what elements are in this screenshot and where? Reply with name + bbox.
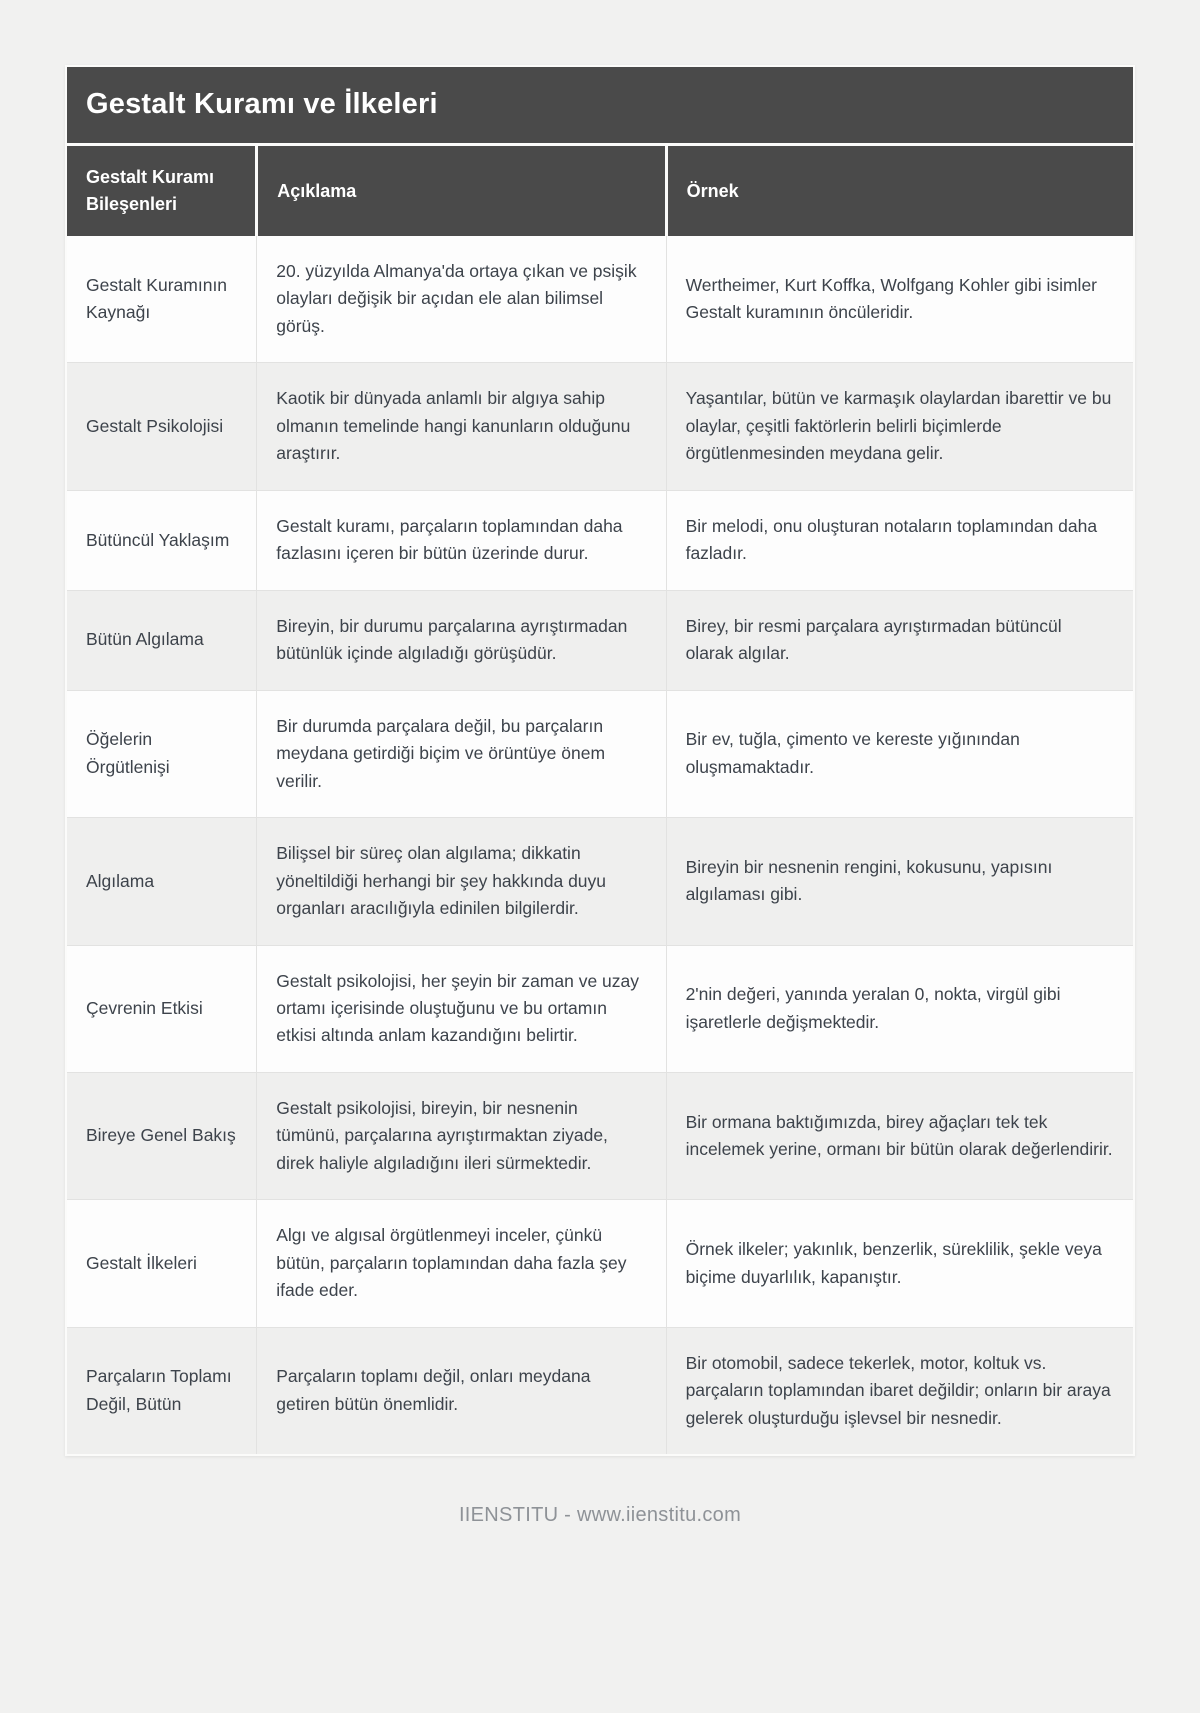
page-title: Gestalt Kuramı ve İlkeleri xyxy=(67,67,1133,143)
table-row xyxy=(67,363,1133,490)
row-aciklama-cell: Algı ve algısal örgütlenmeyi inceler, çünkü bütün, parçaların toplamından daha fazla şey ifade eder. xyxy=(257,1200,666,1327)
row-aciklama-cell: Kaotik bir dünyada anlamlı bir algıya sahip olmanın temelinde hangi kanunların olduğunu araştırır. xyxy=(257,363,666,490)
row-aciklama-cell: Parçaların toplamı değil, onları meydana getiren bütün önemlidir. xyxy=(257,1327,666,1454)
table-row xyxy=(67,1072,1133,1199)
table-header xyxy=(67,146,1133,236)
row-component-cell: Öğelerin Örgütlenişi xyxy=(67,690,257,817)
column-header-ornek: Örnek xyxy=(666,146,1133,236)
row-component-cell: Gestalt Psikolojisi xyxy=(67,363,257,490)
column-header-aciklama: Açıklama xyxy=(257,146,666,236)
row-aciklama-cell: Bir durumda parçalara değil, bu parçaların meydana getirdiği biçim ve örüntüye önem verilir. xyxy=(257,690,666,817)
row-ornek-cell: 2'nin değeri, yanında yeralan 0, nokta, virgül gibi işaretlerle değişmektedir. xyxy=(666,945,1133,1072)
table-row xyxy=(67,945,1133,1072)
row-ornek-cell: Bireyin bir nesnenin rengini, kokusunu, yapısını algılaması gibi. xyxy=(666,818,1133,945)
row-aciklama-cell: Bilişsel bir süreç olan algılama; dikkatin yöneltildiği herhangi bir şey hakkında duyu organları aracılığıyla edinilen bilgilerdir. xyxy=(257,818,666,945)
row-aciklama-cell: 20. yüzyılda Almanya'da ortaya çıkan ve psişik olayları değişik bir açıdan ele alan bilimsel görüş. xyxy=(257,236,666,363)
row-component-cell: Gestalt İlkeleri xyxy=(67,1200,257,1327)
gestalt-table-card xyxy=(65,65,1135,1456)
column-header-bilesenler: Gestalt Kuramı Bileşenleri xyxy=(67,146,257,236)
row-component-cell: Bütüncül Yaklaşım xyxy=(67,490,257,590)
row-ornek-cell: Bir ormana baktığımızda, birey ağaçları tek tek incelemek yerine, ormanı bir bütün olarak değerlendirir. xyxy=(666,1072,1133,1199)
row-aciklama-cell: Gestalt psikolojisi, bireyin, bir nesnenin tümünü, parçalarına ayrıştırmaktan ziyade, direk haliyle algıladığını ileri sürmektedir. xyxy=(257,1072,666,1199)
row-component-cell: Bireye Genel Bakış xyxy=(67,1072,257,1199)
table-row xyxy=(67,1200,1133,1327)
table-row xyxy=(67,490,1133,590)
row-component-cell: Algılama xyxy=(67,818,257,945)
row-component-cell: Bütün Algılama xyxy=(67,590,257,690)
table-row xyxy=(67,690,1133,817)
row-component-cell: Parçaların Toplamı Değil, Bütün xyxy=(67,1327,257,1454)
row-ornek-cell: Wertheimer, Kurt Koffka, Wolfgang Kohler gibi isimler Gestalt kuramının öncüleridir. xyxy=(666,236,1133,363)
row-ornek-cell: Birey, bir resmi parçalara ayrıştırmadan bütüncül olarak algılar. xyxy=(666,590,1133,690)
table-row xyxy=(67,1327,1133,1454)
row-ornek-cell: Bir melodi, onu oluşturan notaların toplamından daha fazladır. xyxy=(666,490,1133,590)
gestalt-table xyxy=(67,146,1133,1454)
row-aciklama-cell: Bireyin, bir durumu parçalarına ayrıştırmadan bütünlük içinde algıladığı görüşüdür. xyxy=(257,590,666,690)
row-component-cell: Gestalt Kuramının Kaynağı xyxy=(86,274,228,323)
row-ornek-cell: Bir ev, tuğla, çimento ve kereste yığınından oluşmamaktadır. xyxy=(666,690,1133,817)
header-row xyxy=(67,146,1133,236)
row-component-cell: Çevrenin Etkisi xyxy=(67,945,257,1072)
table-body xyxy=(67,236,1133,1454)
table-row xyxy=(67,236,1133,363)
row-ornek-cell: Yaşantılar, bütün ve karmaşık olaylardan ibarettir ve bu olaylar, çeşitli faktörlerin belirli biçimlerde örgütlenmesinden meydana gelir. xyxy=(666,363,1133,490)
table-row xyxy=(67,818,1133,945)
row-aciklama-cell: Gestalt kuramı, parçaların toplamından daha fazlasını içeren bir bütün üzerinde durur. xyxy=(257,490,666,590)
footer-text: IIENSTITU - www.iienstitu.com xyxy=(458,1504,742,1527)
row-ornek-cell: Örnek ilkeler; yakınlık, benzerlik, süreklilik, şekle veya biçime duyarlılık, kapanıştır. xyxy=(666,1200,1133,1327)
row-aciklama-cell: Gestalt psikolojisi, her şeyin bir zaman ve uzay ortamı içerisinde oluştuğunu ve bu ortamın etkisi altında anlam kazandığını belirtir. xyxy=(257,945,666,1072)
table-row xyxy=(67,590,1133,690)
row-ornek-cell: Bir otomobil, sadece tekerlek, motor, koltuk vs. parçaların toplamından ibaret değildir; onların bir araya gelerek oluşturduğu işlevsel bir nesnedir. xyxy=(666,1327,1133,1454)
